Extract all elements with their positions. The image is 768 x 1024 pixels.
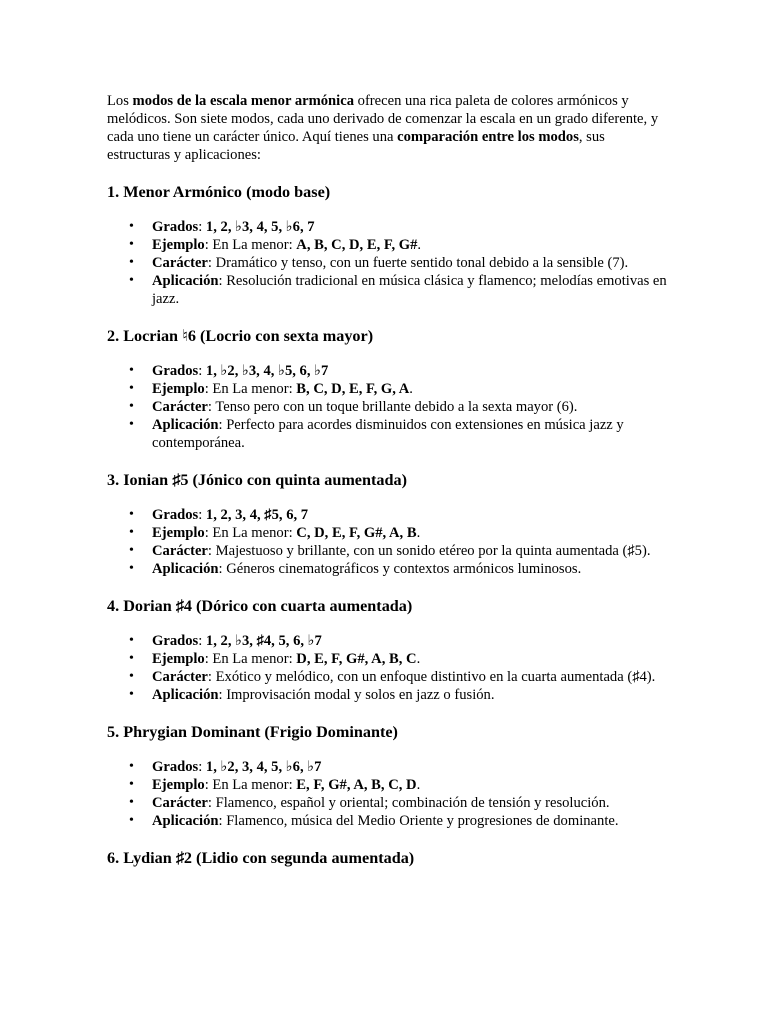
document-content (107, 92, 667, 884)
label-aplicacion: Aplicación (152, 813, 219, 829)
ejemplo-value: E, F, G#, A, B, C, D (296, 777, 417, 793)
period: . (409, 381, 413, 397)
label-aplicacion: Aplicación (152, 561, 219, 577)
separator: : (198, 507, 206, 523)
ejemplo-prefix: En La menor: (212, 777, 297, 793)
separator: : (198, 759, 206, 775)
separator: : (218, 813, 227, 829)
mode-heading: 6. Lydian ♯2 (Lidio con segunda aumentada) (107, 849, 415, 867)
separator: : (198, 219, 206, 235)
caracter-value: Dramático y tenso, con un fuerte sentido tonal debido a la sensible (7). (215, 255, 629, 271)
caracter-value: Tenso pero con un toque brillante debido a la sexta mayor (6). (215, 399, 578, 415)
list-item-aplicacion (152, 560, 667, 578)
ejemplo-prefix: En La menor: (212, 525, 297, 541)
separator: : (204, 777, 213, 793)
label-caracter: Carácter (152, 255, 208, 271)
mode-list (107, 632, 667, 704)
label-grados: Grados (152, 219, 199, 235)
separator: : (204, 651, 213, 667)
list-item-aplicacion (152, 686, 667, 704)
aplicacion-value: Flamenco, música del Medio Oriente y progresiones de dominante. (226, 813, 619, 829)
separator: : (218, 687, 227, 703)
list-item-grados (152, 218, 667, 236)
list-item-grados (152, 758, 667, 776)
mode-list (107, 506, 667, 578)
grados-value: 1, ♭2, 3, 4, 5, ♭6, ♭7 (205, 759, 322, 775)
ejemplo-value: C, D, E, F, G#, A, B (296, 525, 417, 541)
separator: : (218, 417, 227, 433)
label-grados: Grados (152, 633, 199, 649)
aplicacion-value: Perfecto para acordes disminuidos con extensiones en música jazz y contemporánea. (152, 417, 624, 451)
ejemplo-prefix: En La menor: (212, 381, 297, 397)
period: . (416, 651, 421, 667)
aplicacion-value: Géneros cinematográficos y contextos armónicos luminosos. (226, 561, 582, 577)
mode-heading: 5. Phrygian Dominant (Frigio Dominante) (107, 723, 398, 741)
grados-value: 1, 2, ♭3, 4, 5, ♭6, 7 (205, 219, 315, 235)
separator: : (204, 237, 213, 253)
grados-value: 1, 2, 3, 4, ♯5, 6, 7 (205, 507, 309, 523)
period: . (417, 237, 422, 253)
label-aplicacion: Aplicación (152, 417, 219, 433)
separator: : (207, 255, 216, 271)
list-item-caracter (152, 254, 667, 272)
list-item-ejemplo (152, 236, 667, 254)
label-caracter: Carácter (152, 669, 208, 685)
list-item-caracter (152, 668, 667, 686)
separator: : (207, 399, 216, 415)
separator: : (218, 273, 227, 289)
mode-heading: 4. Dorian ♯4 (Dórico con cuarta aumentada) (107, 597, 413, 615)
label-ejemplo: Ejemplo (152, 777, 205, 793)
ejemplo-value: B, C, D, E, F, G, A (296, 381, 410, 397)
intro-text-3: , sus estructuras y aplicaciones: (107, 129, 605, 163)
list-item-aplicacion (152, 416, 667, 452)
list-item-ejemplo (152, 776, 667, 794)
label-caracter: Carácter (152, 795, 208, 811)
label-aplicacion: Aplicación (152, 273, 219, 289)
list-item-ejemplo (152, 380, 667, 398)
separator: : (207, 543, 216, 559)
aplicacion-value: Resolución tradicional en música clásica y flamenco; melodías emotivas en jazz. (152, 273, 667, 307)
ejemplo-value: A, B, C, D, E, F, G# (296, 237, 418, 253)
mode-heading: 2. Locrian ♮6 (Locrio con sexta mayor) (107, 327, 374, 345)
label-aplicacion: Aplicación (152, 687, 219, 703)
caracter-value: Flamenco, español y oriental; combinación de tensión y resolución. (215, 795, 610, 811)
list-item-aplicacion (152, 812, 667, 830)
grados-value: 1, ♭2, ♭3, 4, ♭5, 6, ♭7 (205, 363, 329, 379)
mode-list (107, 218, 667, 308)
label-caracter: Carácter (152, 399, 208, 415)
period: . (416, 525, 421, 541)
grados-value: 1, 2, ♭3, ♯4, 5, 6, ♭7 (205, 633, 322, 649)
intro-bold-1: modos de la escala menor armónica (132, 93, 354, 109)
label-ejemplo: Ejemplo (152, 381, 205, 397)
intro-bold-2: comparación entre los modos (397, 129, 579, 145)
separator: : (207, 795, 216, 811)
period: . (416, 777, 421, 793)
label-ejemplo: Ejemplo (152, 237, 205, 253)
ejemplo-value: D, E, F, G#, A, B, C (296, 651, 417, 667)
label-grados: Grados (152, 759, 199, 775)
separator: : (218, 561, 227, 577)
mode-heading: 1. Menor Armónico (modo base) (107, 183, 331, 201)
separator: : (204, 381, 213, 397)
intro-text-2: ofrecen una rica paleta de colores armónicos y melódicos. Son siete modos, cada uno derivado de comenzar la escala en un grado diferente, y cada uno tiene un carácter único. Aquí tienes una (107, 93, 659, 145)
aplicacion-value: Improvisación modal y solos en jazz o fusión. (226, 687, 495, 703)
list-item-grados (152, 362, 667, 380)
list-item-caracter (152, 794, 667, 812)
label-ejemplo: Ejemplo (152, 525, 205, 541)
ejemplo-prefix: En La menor: (212, 651, 297, 667)
separator: : (207, 669, 216, 685)
list-item-aplicacion (152, 272, 667, 308)
mode-list (107, 758, 667, 830)
mode-list (107, 362, 667, 452)
label-grados: Grados (152, 507, 199, 523)
list-item-grados (152, 632, 667, 650)
separator: : (204, 525, 213, 541)
label-ejemplo: Ejemplo (152, 651, 205, 667)
list-item-ejemplo (152, 524, 667, 542)
caracter-value: Majestuoso y brillante, con un sonido etéreo por la quinta aumentada (♯5). (215, 543, 651, 559)
label-grados: Grados (152, 363, 199, 379)
label-caracter: Carácter (152, 543, 208, 559)
intro-text-1: Los (107, 93, 133, 109)
separator: : (198, 363, 206, 379)
intro-paragraph (107, 92, 667, 164)
list-item-grados (152, 506, 667, 524)
list-item-caracter (152, 398, 667, 416)
list-item-ejemplo (152, 650, 667, 668)
mode-heading: 3. Ionian ♯5 (Jónico con quinta aumentada) (107, 471, 407, 489)
ejemplo-prefix: En La menor: (212, 237, 297, 253)
separator: : (198, 633, 206, 649)
list-item-caracter (152, 542, 667, 560)
caracter-value: Exótico y melódico, con un enfoque distintivo en la cuarta aumentada (♯4). (215, 669, 656, 685)
